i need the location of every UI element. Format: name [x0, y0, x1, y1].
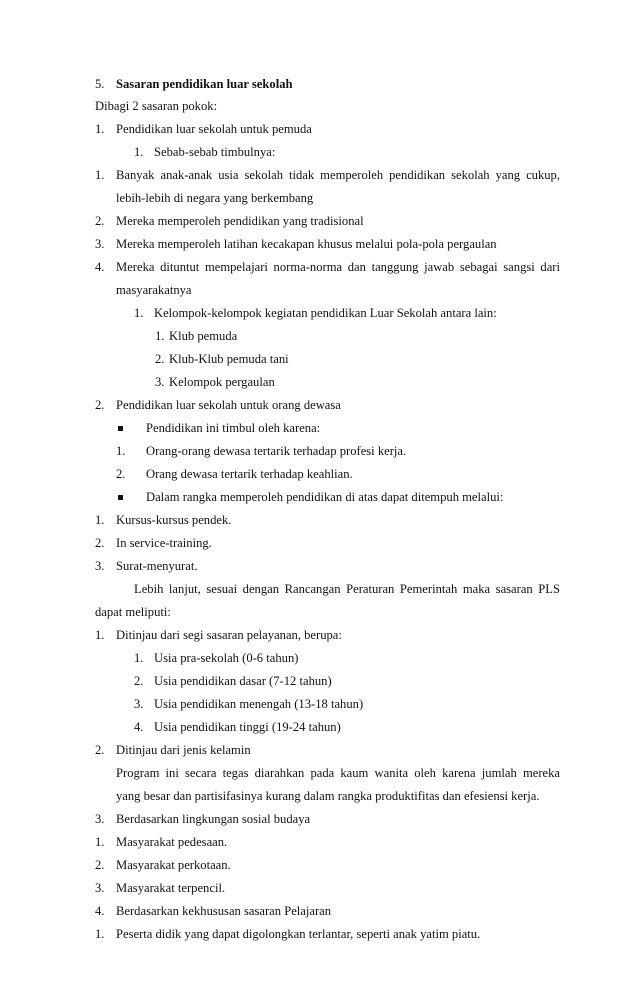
square-bullet-icon	[118, 426, 123, 431]
paragraph-continuation: dapat meliputi:	[95, 605, 171, 619]
intro-text: Dibagi 2 sasaran pokok:	[95, 99, 218, 113]
list-item-continuation: lebih-lebih di negara yang berkembang	[116, 191, 314, 205]
heading-number: 5.	[95, 77, 105, 91]
document-page: 5. Sasaran pendidikan luar sekolah Dibagi 2 sasaran pokok: 1. Pendidikan luar sekolah untuk pemuda 1. Sebab-sebab timbulnya: 1. Banyak anak-anak usia sekolah tidak memperoleh pendidikan sekolah yang cukup, lebih-lebih di negara yang berkembang 2. Mereka memperoleh pendidikan yang tradisional 3. Mereka memperoleh latihan kecakapan khusus melalui pola-pola pergaulan 4. Mereka dituntut mempelajari norma-norma dan tanggung jawab sebagai sangsi dari masyarakatnya 1. Kelompok-kelompok kegiatan pendidikan Luar Sekolah antara lain: 1. Klub pemuda 2. Klub-Klub pemuda tani 3. Kelompok pergaulan 2. Pendidikan luar sekolah untuk orang dewasa Pendidikan ini timbul oleh karena: 1. Orang-orang dewasa tertarik terhadap profesi kerja. 2. Orang dewasa tertarik terhadap keahlian. Dalam rangka memperoleh pendidikan di atas dapat ditempuh melalui: 1. Kursus-kursus pendek. 2. In service-training. 3. Surat-menyurat. Lebih lanjut, sesuai dengan Rancangan Peraturan Pemerintah maka sasaran PLS dapat meliputi: 1. Ditinjau dari segi sasaran pelayanan, berupa: 1. Usia pra-sekolah (0-6 tahun) 2. Usia pendidikan dasar (7-12 tahun) 3. Usia pendidikan menengah (13-18 tahun) 4. Usia pendidikan tinggi (19-24 tahun) 2. Ditinjau dari jenis kelamin Program ini secara tegas diarahkan pada kaum wanita oleh karena jumlah mereka yang besar dan partisifasinya kurang dalam rangka produktifitas dan efesiensi kerja. 3. Berdasarkan lingkungan sosial budaya 1. Masyarakat pedesaan. 2. Masyarakat perkotaan. 3. Masyarakat terpencil. 4. Berdasarkan kekhususan sasaran Pelajaran 1. Peserta didik yang dapat digolongkan terlantar, seperti anak yatim piatu.	[95, 77, 560, 941]
heading-text: Sasaran pendidikan luar sekolah	[116, 77, 293, 91]
paragraph-continuation: yang besar dan partisifasinya kurang dalam rangka produktifitas dan efesiensi kerja.	[116, 789, 540, 803]
list-item-continuation: masyarakatnya	[116, 283, 192, 297]
square-bullet-icon	[118, 495, 123, 500]
